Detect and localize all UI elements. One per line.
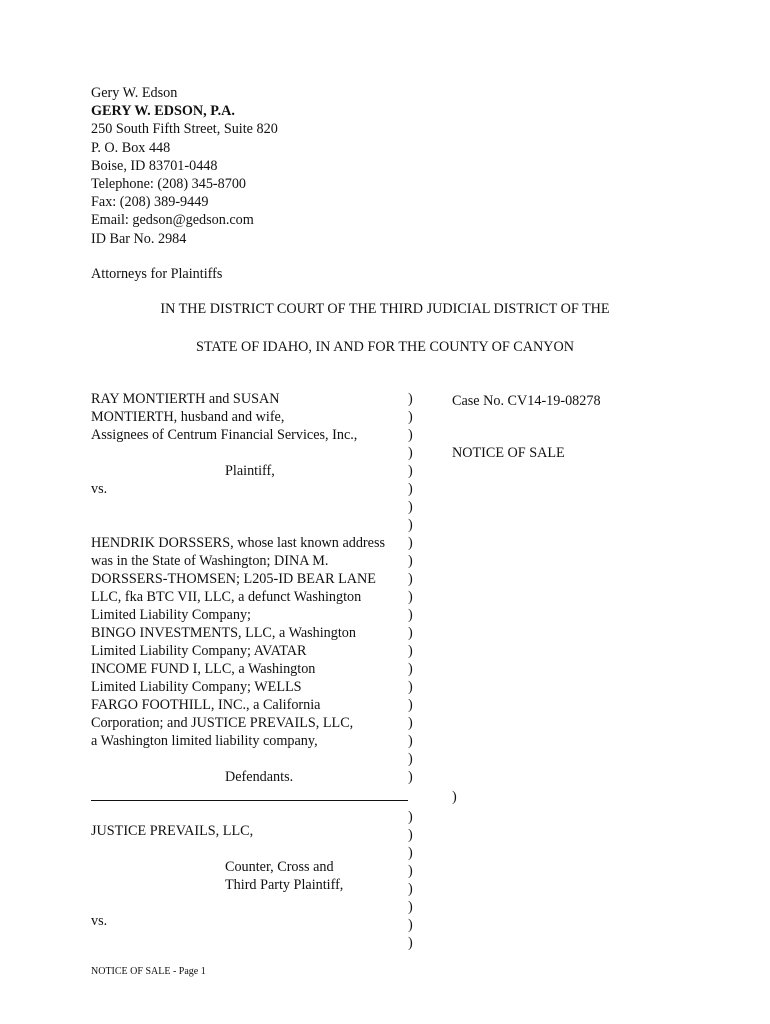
defendant-line: BINGO INVESTMENTS, LLC, a Washington <box>91 625 356 641</box>
defendant-line: a Washington limited liability company, <box>91 733 318 749</box>
versus: vs. <box>91 913 108 929</box>
paren: ) <box>408 409 413 425</box>
paren: ) <box>408 697 413 713</box>
caption-divider <box>91 800 408 801</box>
versus: vs. <box>91 481 108 497</box>
counter-label: Third Party Plaintiff, <box>225 877 344 893</box>
paren: ) <box>408 499 413 515</box>
paren: ) <box>408 751 413 767</box>
fax: Fax: (208) 389-9449 <box>91 194 209 211</box>
caption-parties <box>91 390 385 786</box>
paren: ) <box>408 827 413 843</box>
attorney-name: Gery W. Edson <box>91 85 178 101</box>
plaintiff-line: Assignees of Centrum Financial Services, Inc., <box>91 427 358 443</box>
paren: ) <box>408 625 413 641</box>
paren: ) <box>408 715 413 731</box>
paren: ) <box>408 643 413 659</box>
case-number: Case No. CV14-19-08278 <box>452 393 601 409</box>
firm-name: GERY W. EDSON, P.A. <box>91 103 235 120</box>
paren: ) <box>408 899 413 915</box>
paren: ) <box>408 463 413 479</box>
paren: ) <box>408 517 413 533</box>
paren: ) <box>408 917 413 933</box>
defendant-line: DORSSERS-THOMSEN; L205-ID BEAR LANE <box>91 571 376 587</box>
bar-number: ID Bar No. 2984 <box>91 230 187 247</box>
defendant-line: Limited Liability Company; WELLS <box>91 679 302 695</box>
paren: ) <box>408 481 413 497</box>
plaintiff-line: MONTIERTH, husband and wife, <box>91 409 285 425</box>
paren: ) <box>408 679 413 695</box>
address-line-1: 250 South Fifth Street, Suite 820 <box>91 121 278 138</box>
address-city: Boise, ID 83701-0448 <box>91 157 218 174</box>
paren: ) <box>408 553 413 569</box>
attorneys-for: Attorneys for Plaintiffs <box>91 266 223 282</box>
defendant-line: was in the State of Washington; DINA M. <box>91 553 329 569</box>
paren: ) <box>408 607 413 623</box>
defendant-line: Corporation; and JUSTICE PREVAILS, LLC, <box>91 715 354 731</box>
counterclaim-parentheses <box>408 808 413 952</box>
address-line-2: P. O. Box 448 <box>91 139 171 156</box>
defendants-label: Defendants. <box>225 769 294 785</box>
telephone: Telephone: (208) 345-8700 <box>91 175 247 192</box>
paren: ) <box>408 427 413 443</box>
paren: ) <box>408 769 413 785</box>
paren: ) <box>408 445 413 461</box>
defendant-line: HENDRIK DORSSERS, whose last known address <box>91 535 385 551</box>
court-line-2: STATE OF IDAHO, IN AND FOR THE COUNTY OF CANYON <box>196 339 574 355</box>
paren: ) <box>408 863 413 879</box>
paren: ) <box>408 733 413 749</box>
paren: ) <box>408 881 413 897</box>
paren: ) <box>408 935 413 951</box>
paren: ) <box>408 589 413 605</box>
counter-plaintiff: JUSTICE PREVAILS, LLC, <box>91 823 254 839</box>
paren: ) <box>408 661 413 677</box>
paren: ) <box>408 391 413 407</box>
defendant-line: INCOME FUND I, LLC, a Washington <box>91 661 316 677</box>
court-line-1: IN THE DISTRICT COURT OF THE THIRD JUDICIAL DISTRICT OF THE <box>160 301 610 317</box>
page-footer: NOTICE OF SALE - Page 1 <box>91 966 206 977</box>
counterclaim-parties <box>91 822 343 930</box>
defendant-line: Limited Liability Company; <box>91 607 251 623</box>
paren: ) <box>408 571 413 587</box>
plaintiff-label: Plaintiff, <box>225 463 275 479</box>
counter-label: Counter, Cross and <box>225 859 334 875</box>
paren: ) <box>452 789 457 805</box>
defendant-line: Limited Liability Company; AVATAR <box>91 643 307 659</box>
email: Email: gedson@gedson.com <box>91 212 254 229</box>
paren: ) <box>408 809 413 825</box>
attorney-block <box>91 84 278 248</box>
plaintiff-line: RAY MONTIERTH and SUSAN <box>91 391 280 407</box>
document-title: NOTICE OF SALE <box>452 445 565 461</box>
paren: ) <box>408 845 413 861</box>
caption-parentheses <box>408 390 413 786</box>
defendant-line: LLC, fka BTC VII, LLC, a defunct Washington <box>91 589 362 605</box>
defendant-line: FARGO FOOTHILL, INC., a California <box>91 697 321 713</box>
paren: ) <box>408 535 413 551</box>
